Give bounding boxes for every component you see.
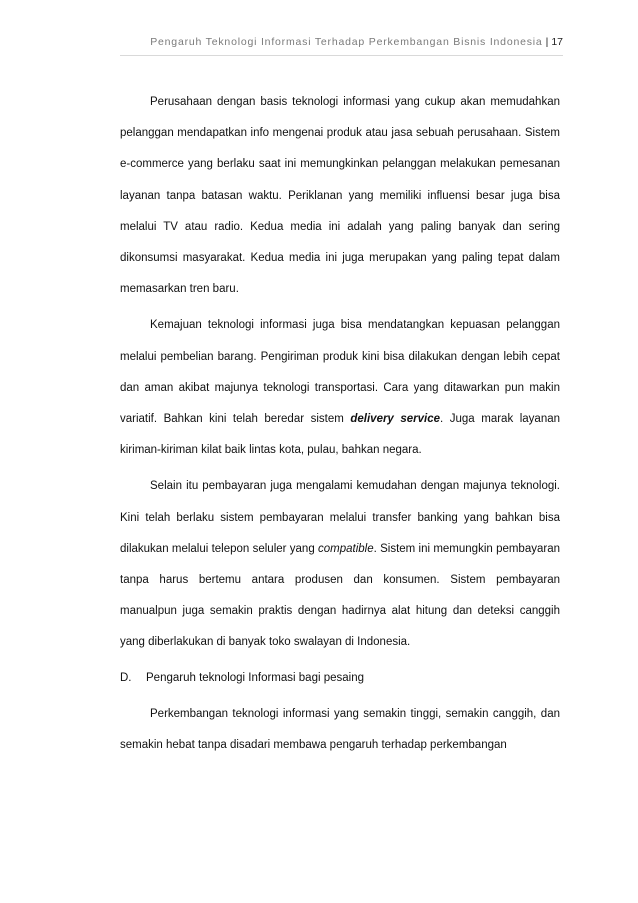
paragraph-3 xyxy=(120,471,560,658)
header-rule xyxy=(120,55,563,56)
section-title: Pengaruh teknologi Informasi bagi pesaing xyxy=(146,671,365,684)
paragraph-3-text-end: . Sistem ini memungkin pembayaran tanpa harus bertemu antara produsen dan konsumen. Sistem pembayaran manualpun juga semakin praktis dengan hadirnya alat hitung dan deteksi canggih yang diberlakukan di banyak toko swalayan di Indonesia. xyxy=(120,542,560,649)
paragraph-3-emphasis: compatible xyxy=(318,542,374,555)
document-body xyxy=(120,87,560,761)
header-title: Pengaruh Teknologi Informasi Terhadap Perkembangan Bisnis Indonesia xyxy=(150,36,543,48)
paragraph-2 xyxy=(120,310,560,466)
running-header xyxy=(0,36,563,48)
paragraph-1: Perusahaan dengan basis teknologi informasi yang cukup akan memudahkan pelanggan mendapatkan info mengenai produk atau jasa sebuah perusahaan. Sistem e-commerce yang berlaku saat ini memungkinkan pelanggan melakukan pemesanan layanan tanpa batasan waktu. Periklanan yang memiliki influensi besar juga bisa melalui TV atau radio. Kedua media ini adalah yang paling banyak dan sering dikonsumsi masyarakat. Kedua media ini juga merupakan yang paling tepat dalam memasarkan tren baru. xyxy=(120,96,560,296)
paragraph-3-text-start: Selain itu pembayaran juga mengalami kemudahan dengan majunya teknologi. Kini telah berlaku sistem pembayaran melalui transfer banking yang bahkan bisa dilakukan melalui telepon seluler yang xyxy=(120,480,560,555)
section-label: D. xyxy=(120,671,132,684)
paragraph-2-emphasis: delivery service xyxy=(350,413,441,426)
section-heading xyxy=(120,663,560,694)
header-separator: | xyxy=(545,36,549,48)
paragraph-2-text-start: Kemajuan teknologi informasi juga bisa mendatangkan kepuasan pelanggan melalui pembelian barang. Pengiriman produk kini bisa dilakukan dengan lebih cepat dan aman akibat majunya teknologi transportasi. Cara yang ditawarkan pun makin variatif. Bahkan kini telah beredar sistem xyxy=(120,319,560,426)
paragraph-2-text-end: . Juga marak layanan kiriman-kiriman kilat baik lintas kota, pulau, bahkan negara. xyxy=(120,413,561,457)
paragraph-4: Perkembangan teknologi informasi yang semakin tinggi, semakin canggih, dan semakin hebat tanpa disadari membawa pengaruh terhadap perkembangan xyxy=(120,707,560,752)
page-number: 17 xyxy=(551,36,563,48)
